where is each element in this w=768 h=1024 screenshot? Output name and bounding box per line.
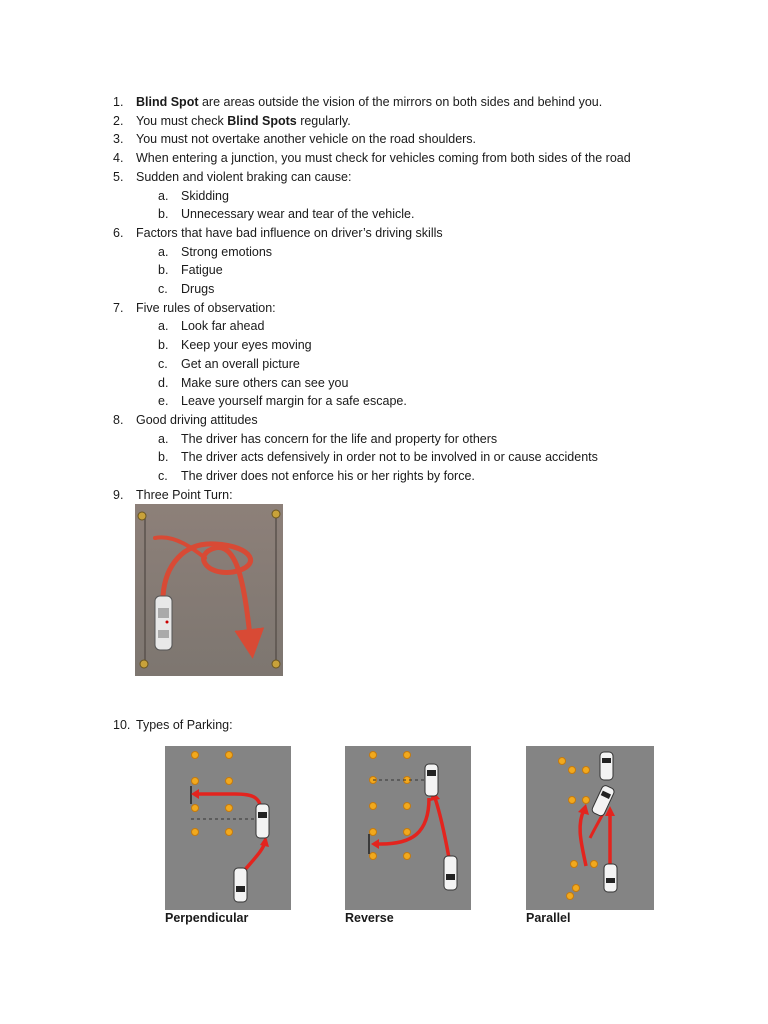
- item-number: 10.: [113, 718, 131, 732]
- item-number: 9.: [113, 487, 124, 502]
- item-number: 2.: [113, 113, 124, 128]
- sub-item-letter: e.: [158, 394, 169, 409]
- item-text: [136, 149, 631, 167]
- cone-icon: [272, 660, 280, 668]
- sub-item-letter: b.: [158, 450, 169, 465]
- text-run: You must not overtake another vehicle on the road shoulders.: [136, 132, 477, 147]
- three-point-turn-figure: [135, 504, 283, 676]
- text-run: Sudden and violent braking can cause:: [136, 169, 352, 184]
- sub-item-text: Fatigue: [181, 263, 223, 278]
- item-text: [136, 93, 602, 111]
- sub-item-letter: c.: [158, 356, 168, 371]
- reverse-parking-figure: [345, 746, 471, 910]
- item-text: [136, 112, 351, 130]
- sub-item-letter: d.: [158, 375, 169, 390]
- sub-item-text: Leave yourself margin for a safe escape.: [181, 394, 407, 409]
- sub-item-text: Keep your eyes moving: [181, 338, 312, 353]
- item-text: Types of Parking:: [136, 718, 233, 732]
- item-number: 7.: [113, 300, 124, 315]
- sub-item-text: Skidding: [181, 188, 229, 203]
- bold-term: Blind Spots: [227, 113, 297, 128]
- text-run: are areas outside the vision of the mirrors on both sides and behind you.: [198, 95, 603, 109]
- item-text: [136, 486, 233, 504]
- car-icon: [155, 596, 172, 650]
- car-icon: [444, 856, 457, 890]
- sub-item-letter: c.: [158, 282, 168, 296]
- cone-icon: [272, 510, 280, 518]
- sub-item-text: Look far ahead: [181, 319, 265, 334]
- text-run: You must check: [136, 113, 228, 128]
- item-text: [136, 168, 351, 186]
- parallel-parking-figure: [526, 746, 654, 910]
- text-run: Three Point Turn:: [136, 487, 233, 502]
- item-number: 8.: [113, 412, 124, 427]
- car-icon: [234, 868, 247, 902]
- item-text: [136, 224, 443, 242]
- item-number: 3.: [113, 132, 124, 147]
- sub-item-text: The driver has concern for the life and property for others: [181, 431, 498, 446]
- car-icon: [256, 804, 269, 838]
- caption-parallel: Parallel: [526, 911, 571, 925]
- caption-perpendicular: Perpendicular: [165, 911, 249, 925]
- item-text: [136, 130, 476, 148]
- bold-term: Blind Spot: [136, 95, 199, 109]
- sub-item-letter: a.: [158, 244, 169, 259]
- text-run: Good driving attitudes: [136, 412, 258, 427]
- item-text: [136, 411, 258, 429]
- item-number: 5.: [113, 169, 124, 184]
- item-text: [136, 299, 276, 317]
- text-run: Factors that have bad influence on driver’s driving skills: [136, 225, 443, 240]
- cone-icon: [140, 660, 148, 668]
- car-icon: [604, 864, 617, 892]
- sub-item-text: Drugs: [181, 282, 215, 296]
- sub-item-text: The driver does not enforce his or her rights by force.: [181, 469, 475, 483]
- sub-item-letter: b.: [158, 338, 169, 353]
- sub-item-text: Strong emotions: [181, 244, 273, 259]
- sub-item-text: The driver acts defensively in order not to be involved in or cause accidents: [181, 450, 598, 465]
- caption-reverse: Reverse: [345, 911, 394, 925]
- item-number: 6.: [113, 225, 124, 240]
- sub-item-text: Get an overall picture: [181, 356, 300, 371]
- perpendicular-parking-figure: [165, 746, 291, 910]
- sub-item-text: Unnecessary wear and tear of the vehicle.: [181, 207, 415, 222]
- text-run: regularly.: [296, 113, 351, 128]
- cone-icon: [138, 512, 146, 520]
- car-icon: [600, 752, 613, 780]
- sub-item-letter: b.: [158, 263, 169, 278]
- sub-item-letter: a.: [158, 188, 169, 203]
- sub-item-letter: a.: [158, 431, 169, 446]
- text-run: When entering a junction, you must check for vehicles coming from both sides of the road: [136, 151, 631, 166]
- sub-item-text: Make sure others can see you: [181, 375, 349, 390]
- text-run: Five rules of observation:: [136, 300, 276, 315]
- sub-item-letter: a.: [158, 319, 169, 334]
- item-number: 4.: [113, 151, 124, 166]
- item-number: 1.: [113, 95, 124, 109]
- sub-item-letter: b.: [158, 207, 169, 222]
- sub-item-letter: c.: [158, 469, 168, 483]
- car-icon: [425, 764, 438, 796]
